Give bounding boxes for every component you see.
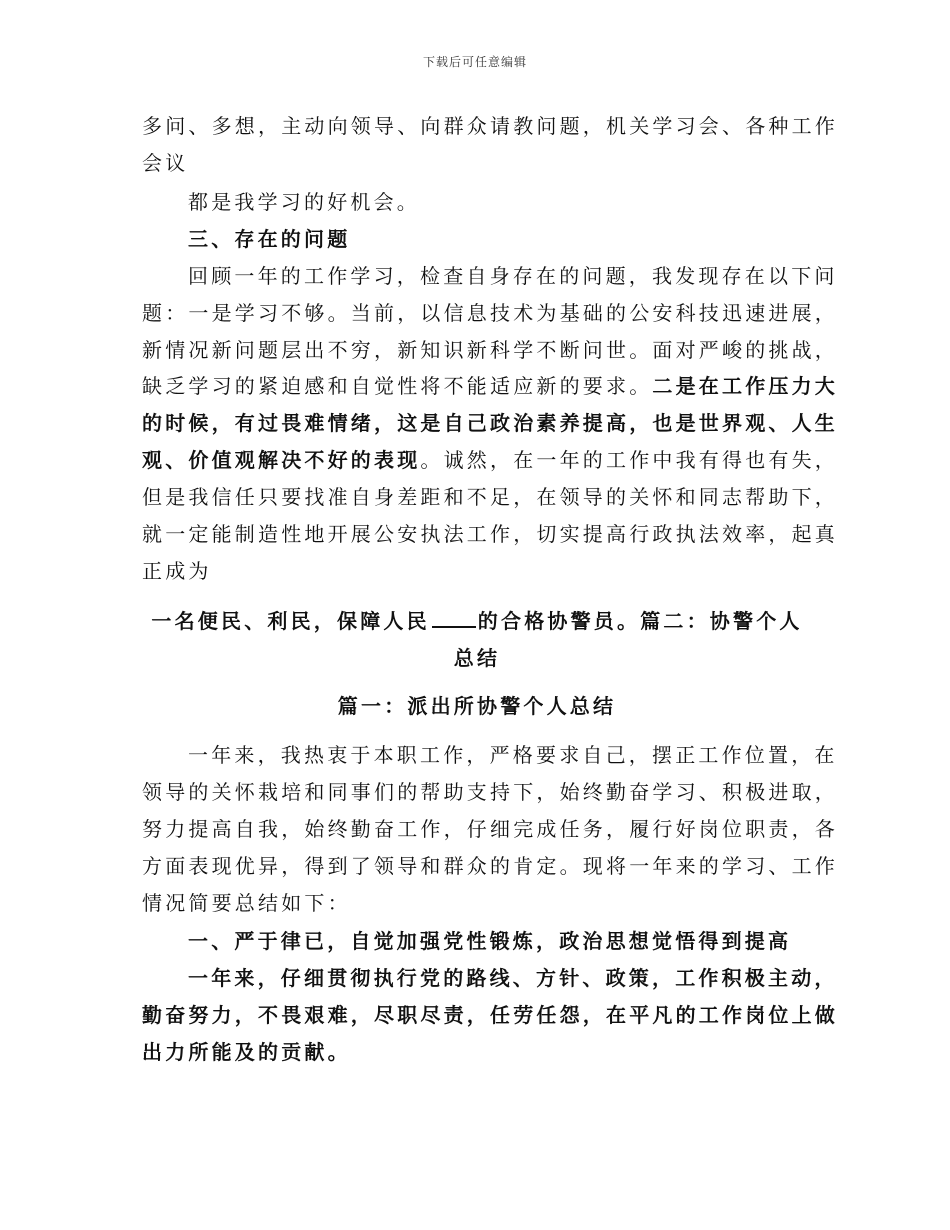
page-header: 下载后可任意编辑 bbox=[422, 55, 527, 69]
section-heading: 一、严于律已，自觉加强党性锻炼，政治思想觉悟得到提高 bbox=[188, 929, 792, 953]
body-line bbox=[142, 447, 839, 473]
bold-text: 二是在工作压力大 bbox=[652, 374, 839, 398]
body-line-bold: 的时候，有过畏难情绪，这是自己政治素养提高，也是世界观、人生 bbox=[142, 411, 838, 435]
normal-text: 。诚然，在一年的工作中我有得也有失， bbox=[420, 448, 839, 472]
body-line: 方面表现优异，得到了领导和群众的肯定。现将一年来的学习、工作 bbox=[142, 854, 838, 878]
body-line: 多问、多想，主动向领导、向群众请教问题，机关学习会、各种工作 bbox=[142, 114, 838, 138]
document-subtitle: 篇一：派出所协警个人总结 bbox=[337, 694, 617, 718]
body-line: 一年来，我热衷于本职工作，严格要求自己，摆正工作位置，在 bbox=[188, 743, 838, 767]
title-text: 的合格协警员。篇二：协警个人 bbox=[477, 609, 803, 633]
document-title bbox=[142, 608, 812, 634]
body-line: 回顾一年的工作学习，检查自身存在的问题，我发现存在以下问 bbox=[188, 264, 838, 288]
body-line bbox=[142, 373, 839, 399]
body-line: 情况简要总结如下： bbox=[142, 891, 351, 915]
body-line: 领导的关怀栽培和同事们的帮助支持下，始终勤奋学习、积极进取， bbox=[142, 780, 838, 804]
body-line: 但是我信任只要找准自身差距和不足，在领导的关怀和同志帮助下， bbox=[142, 485, 838, 509]
bold-text: 观、价值观解决不好的表现 bbox=[142, 448, 421, 472]
body-line: 新情况新问题层出不穷，新知识新科学不断问世。面对严峻的挑战， bbox=[142, 338, 838, 362]
body-line-bold: 勤奋努力，不畏艰难，尽职尽责，任劳任怨，在平凡的工作岗位上做 bbox=[142, 1003, 838, 1027]
body-line: 会议 bbox=[142, 151, 189, 175]
body-line: 都是我学习的好机会。 bbox=[188, 190, 420, 214]
fill-blank bbox=[432, 608, 476, 628]
normal-text: 缺乏学习的紧迫感和自觉性将不能适应新的要求。 bbox=[142, 374, 653, 398]
section-heading: 三、存在的问题 bbox=[188, 227, 351, 251]
title-text: 一名便民、利民，保障人民 bbox=[151, 609, 430, 633]
body-line: 正成为 bbox=[142, 559, 212, 583]
document-title-cont: 总结 bbox=[453, 646, 501, 670]
body-line-bold: 一年来，仔细贯彻执行党的路线、方针、政策，工作积极主动， bbox=[188, 966, 838, 990]
body-line: 题：一是学习不够。当前，以信息技术为基础的公安科技迅速进展， bbox=[142, 301, 838, 325]
body-line: 就一定能制造性地开展公安执法工作，切实提高行政执法效率，起真 bbox=[142, 522, 838, 546]
body-line: 努力提高自我，始终勤奋工作，仔细完成任务，履行好岗位职责，各 bbox=[142, 817, 838, 841]
body-line-bold: 出力所能及的贡献。 bbox=[142, 1040, 351, 1064]
